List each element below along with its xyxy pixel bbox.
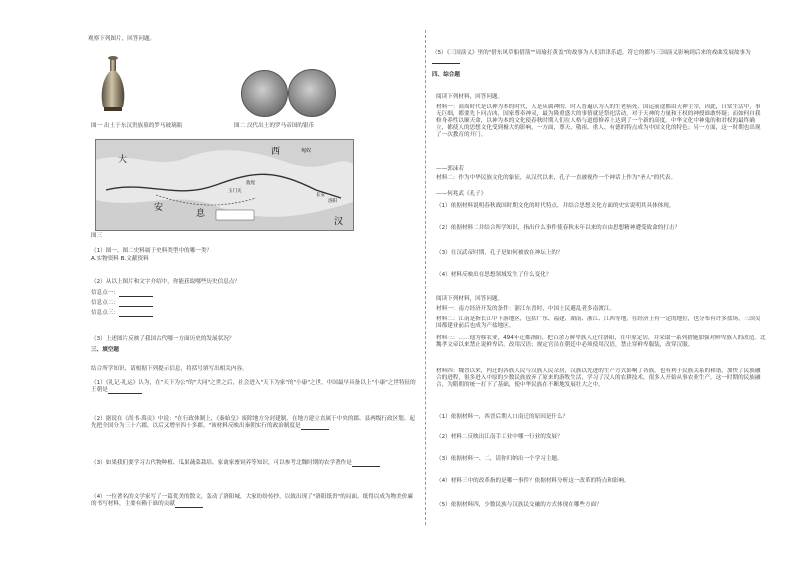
fill-question-3: （3）如果我们要学习古代物种植、瓜果蔬菜栽培、家禽家畜饲养等知识，可以参考北魏时期的农学著作是 xyxy=(91,460,416,467)
info-point-2: 信息点二： xyxy=(91,300,153,307)
right5-question-3: （3）依据材料一、二，请你归纳出一个学习主题。 xyxy=(436,456,563,462)
answer-blank[interactable] xyxy=(119,311,153,317)
right5-question-2: （2）材料二反映出江南手工业中哪一行业的发展？ xyxy=(436,434,563,440)
fill-question-1: （1）《礼记·礼运》认为，在"天下为公"的"大同"之世之后，社会进入"天下为家"的"小康"之世。中国最早具备以上"小康"之世特征的王朝是 xyxy=(91,380,416,393)
fill-question-5: （5）《三国演义》里的"借东风草船借箭""周瑜打黄盖"的故事为人们津津乐道，符它的都与三国演义影响到后来的戏曲发展故事为 xyxy=(432,50,762,64)
question-2: （2）从以上图片和文字介绍中，你能获取哪些历史信息点？ xyxy=(91,279,240,285)
answer-blank[interactable] xyxy=(119,301,153,307)
question-1: （1）图一、图二史料属于史料类型中的哪一类？ xyxy=(91,248,213,254)
map-label-yumenguan: 玉门关 xyxy=(228,189,242,194)
right-question-1: （1）依据材料说明春秋战国时期文化的时代特点，并结合思想文化方面的史实说明其具体体现。 xyxy=(436,203,675,209)
section-4-intro: 阅读下列材料，回答问题。 xyxy=(436,94,504,100)
question-1-options: A.实物资料 B.文献资料 xyxy=(91,256,149,262)
right5-question-5: （5）依据材料四，少数民族与汉族民交融的方式体现在哪些方面？ xyxy=(436,502,602,508)
material-2: 材料二：作为中华民族文化的象征，从汉代以来，孔子一直被视作一个神话上作为"圣人"的代表。 xyxy=(436,175,677,181)
answer-blank[interactable] xyxy=(432,58,460,64)
section-3-intro: 结合所学知识，请根据下列提示信息，将括号填写出相关内容。 xyxy=(91,366,248,372)
material-5-2: 材料二：江南是指长江中下游地区，包括广东、福建、湖南、浙江、江西等地，在经济上有一定的地位，也分布有许多盐场，三国吴国都建业前后也成为产盐地区。 xyxy=(436,316,761,329)
silk-road-map xyxy=(95,139,354,231)
answer-blank[interactable] xyxy=(108,388,142,394)
material-2-source: ——何兆武《孔子》 xyxy=(436,191,487,197)
question-3: （3）上述图片反映了我国古代哪一方面历史的发展状况？ xyxy=(91,336,235,342)
map-label-an: 安 xyxy=(154,203,164,213)
intro-text: 观察下列图片，回答问题。 xyxy=(88,36,156,42)
material-5-1: 材料一：南方经济开发的条件：浙江东晋时，中国土民避乱者多南渡江。 xyxy=(436,306,616,312)
material-5-3: 材料三：……他为移农业，494年迁都洛阳，把百余万鲜卑族人迁往洛阳，在中原定居，并采取一系列措施加强对鲜卑族人的改造。北魏孝文帝以来禁止说鲜卑话，改用汉语；规定官员在朝廷中必须使用汉语，禁止穿鲜卑服装，改穿汉服。 xyxy=(436,335,766,348)
right-question-4: （4）材料反映出在思想领域发生了什么变化？ xyxy=(436,272,552,278)
map-label-changan: 长安 xyxy=(316,193,325,198)
right-column xyxy=(432,0,768,562)
answer-blank[interactable] xyxy=(301,424,329,430)
map-label-xiongnu: 匈奴 xyxy=(301,148,312,154)
figure3-caption: 图三 xyxy=(91,233,103,239)
map-label-xi: 西 xyxy=(271,147,281,157)
section-5-intro: 阅读下列材料，回答问题。 xyxy=(436,296,504,302)
map-label-luoyang: 洛阳 xyxy=(328,199,337,204)
map-label-da: 大 xyxy=(118,155,128,165)
section-3-title: 三、填空题 xyxy=(91,347,119,353)
map-label-dunhuang: 敦煌 xyxy=(246,181,255,186)
right-question-2: （2）依据材料二并结合所学知识，指出什么事件使春秋末年以来的自由思想精神遭受致命的打击？ xyxy=(436,225,681,231)
column-divider xyxy=(425,30,426,525)
right5-question-4: （4）材料三中的改革指的是哪一事件？依据材料分析这一改革的特点和影响。 xyxy=(436,478,630,484)
info-point-1: 信息点一： xyxy=(91,290,153,297)
answer-blank[interactable] xyxy=(119,291,153,297)
fill-question-4: （4）一位著名的文学家写了一篇优美的散文，轰动了洛阳城，大家纷纷传抄，以致出现了"洛阳纸贵"的局面。纸得以成为物美价廉的书写材料，主要有赖于谁的贡献 xyxy=(91,494,413,507)
roman-coin-back-image xyxy=(288,69,336,117)
material-1-source: ——郭沫若 xyxy=(436,166,464,172)
section-4-title: 四、综合题 xyxy=(432,72,460,78)
roman-glass-vase-image xyxy=(98,55,128,113)
map-label-han: 汉 xyxy=(334,217,344,227)
info-point-3: 信息点三： xyxy=(91,310,153,317)
material-1: 材料一：商周时代是以神为本的时代，人是从属神的。时人普遍认为人的生老病死、国运前途都由天神主宰，因此，日常生活中，事无巨细，都要先卜问吉凶，国家尊奉神灵，最为隆重盛大的事情就是祭祀活动。对于天神的力量和王权的神授谁敢怀疑；而如何自我修身养性以顺天命，以神为本的文化使春秋时期人们在人格与道德修养上达到了一个新的高度。中华文化中神鬼的和君权的最终确立，都使人的思想文化受到极大的影响，一方面，尊天、敬祖、重人、有德的特点成为中国文化的特色；另一方面，这一时期也出现了一次教育的开门。 xyxy=(436,104,761,138)
right5-question-1: （1）依据材料一，西晋后期人口南迁的原因是什么？ xyxy=(436,414,569,420)
roman-coin-front-image xyxy=(241,70,288,117)
figure1-caption: 图一 出土于东汉贵族墓的罗马玻璃瓶 xyxy=(91,123,183,129)
map-label-xi2: 息 xyxy=(196,209,206,219)
fill-question-2: （2）据说在《尚书·禹贡》中说："在行政体制上，《秦始皇》废除地方分封建制，在地方建立直属于中央的郡、县两级行政区划。起先把全国分为三十六郡，以后又增至四十多郡。"该材料反映出秦朝实行的政治制度是 xyxy=(91,416,415,429)
left-column xyxy=(88,0,418,562)
answer-blank[interactable] xyxy=(352,461,380,467)
figure2-caption: 图二 汉代出土的罗马帝国的银币 xyxy=(234,123,315,129)
right-question-3: （3）在汉武帝时期，孔子是如何被放在神坛上的？ xyxy=(436,250,563,256)
material-5-4: 材料四：魏晋以来，内迁的各族人民与汉族人民杂居，汉族以先进的生产方式影响了各族，也有利于民族关系的和谐，加快了民族融合的进程，很多进入中原的少数民族放弃了原来的游牧生活，学习了汉人的农耕技术，很多人开始从事农业生产。这一时期的民族融合，为隋朝的统一打下了基础，使中华民族在不断地发展壮大之中。 xyxy=(436,368,761,388)
answer-blank[interactable] xyxy=(175,502,203,508)
